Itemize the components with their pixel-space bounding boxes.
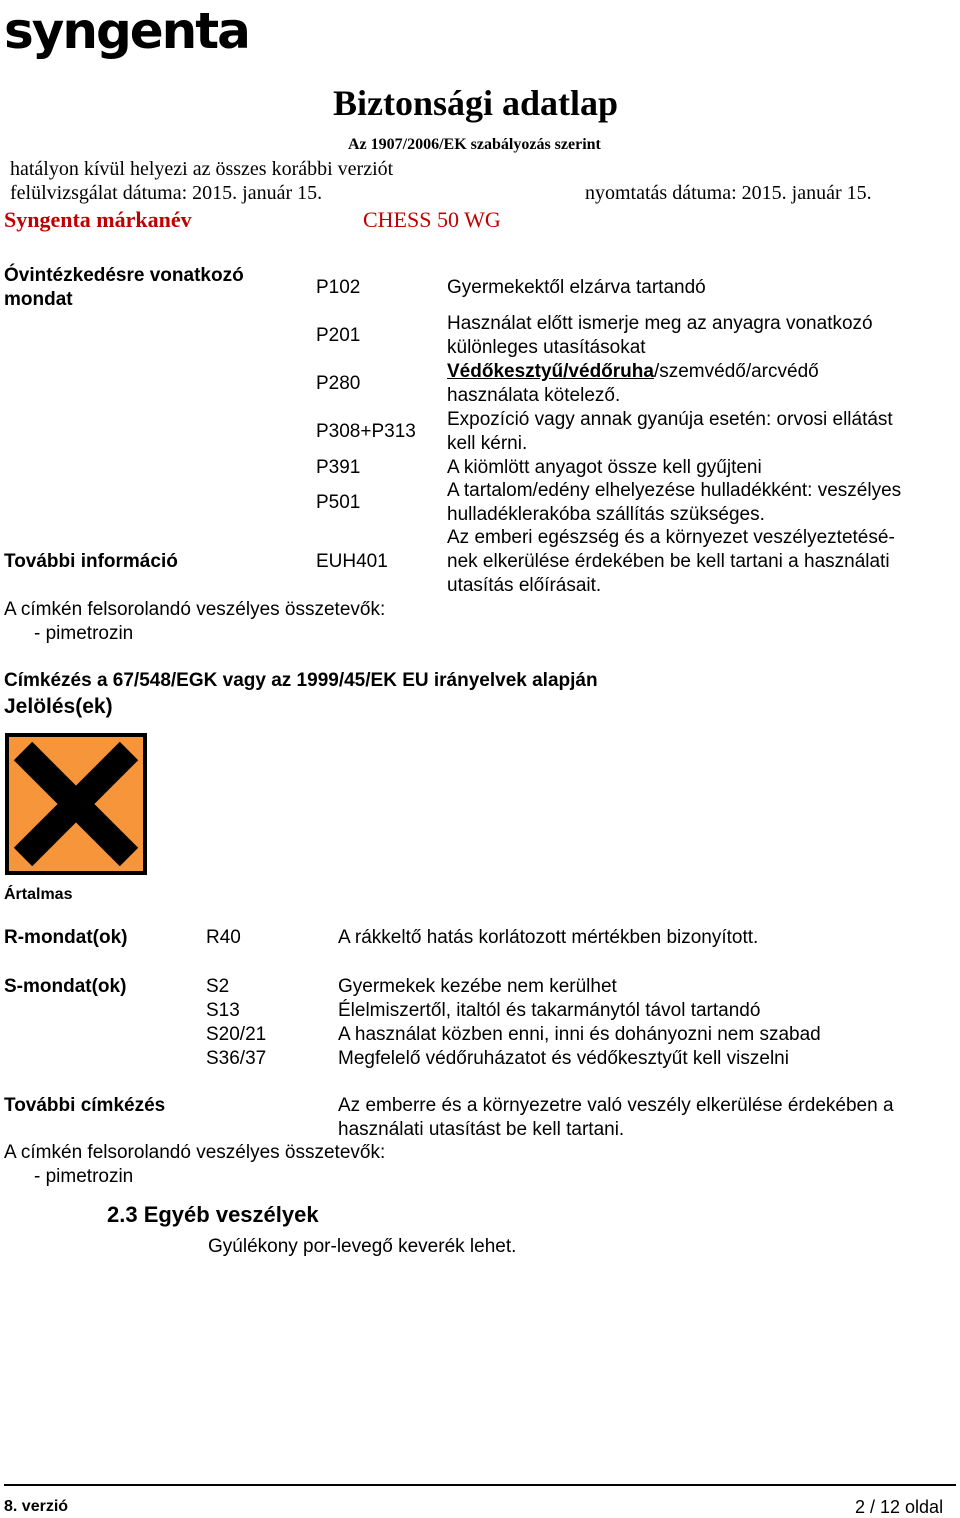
p-text: A kiömlött anyagot össze kell gyűjteni bbox=[447, 457, 762, 478]
print-date: nyomtatás dátuma: 2015. január 15. bbox=[585, 182, 872, 204]
euh-text: nek elkerülése érdekében be kell tartani a használati bbox=[447, 551, 890, 572]
document-title: Biztonsági adatlap bbox=[333, 83, 619, 123]
s-text: Megfelelő védőruházatot és védőkesztyűt kell viszelni bbox=[338, 1048, 789, 1069]
x-cross-icon bbox=[9, 737, 143, 871]
p-text: kell kérni. bbox=[447, 433, 528, 454]
brand-label: Syngenta márkanév bbox=[4, 207, 192, 232]
document-subtitle: Az 1907/2006/EK szabályozás szerint bbox=[348, 136, 601, 153]
version-label: 8. verzió bbox=[4, 1498, 69, 1515]
euh-text: utasítás előírásait. bbox=[447, 575, 602, 596]
labelling-heading: Címkézés a 67/548/EGK vagy az 1999/45/EK EU irányelvek alapján bbox=[4, 670, 598, 691]
s-phrases-label: S-mondat(ok) bbox=[4, 976, 127, 997]
component-item: - pimetrozin bbox=[34, 1166, 134, 1187]
p-text-bold: Védőkesztyű/védőruha bbox=[447, 361, 654, 382]
supersedes-note: hatályon kívül helyezi az összes korábbi verziót bbox=[10, 158, 394, 180]
harmful-pictogram-icon bbox=[5, 733, 147, 875]
revision-date: felülvizsgálat dátuma: 2015. január 15. bbox=[10, 182, 323, 204]
components-label: A címkén felsorolandó veszélyes összetevők: bbox=[4, 1142, 386, 1163]
precaution-heading: Óvintézkedésre vonatkozó bbox=[4, 265, 244, 286]
p-code: P308+P313 bbox=[316, 421, 416, 442]
p-text: Használat előtt ismerje meg az anyagra vonatkozó bbox=[447, 313, 873, 334]
other-hazards-heading: 2.3 Egyéb veszélyek bbox=[107, 1202, 319, 1227]
further-labelling-text: használati utasítást be kell tartani. bbox=[338, 1119, 625, 1140]
p-text: Expozíció vagy annak gyanúja esetén: orvosi ellátást bbox=[447, 409, 893, 430]
r-text: A rákkeltő hatás korlátozott mértékben bizonyított. bbox=[338, 927, 759, 948]
footer-divider bbox=[4, 1484, 956, 1486]
p-text-rest: /szemvédő/arcvédő bbox=[653, 361, 819, 382]
p-text: különleges utasításokat bbox=[447, 337, 646, 358]
p-code: P201 bbox=[316, 325, 361, 346]
syngenta-logo: syngenta bbox=[4, 2, 249, 60]
further-info-label: További információ bbox=[4, 551, 178, 572]
component-item: - pimetrozin bbox=[34, 623, 134, 644]
product-name: CHESS 50 WG bbox=[363, 207, 501, 232]
s-text: Gyermekek kezébe nem kerülhet bbox=[338, 976, 617, 997]
p-text: A tartalom/edény elhelyezése hulladékként: veszélyes bbox=[447, 480, 902, 501]
marks-heading: Jelölés(ek) bbox=[4, 695, 113, 718]
euh-code: EUH401 bbox=[316, 551, 388, 572]
s-text: A használat közben enni, inni és dohányozni nem szabad bbox=[338, 1024, 821, 1045]
p-text: hulladéklerakóba szállítás szükséges. bbox=[447, 504, 765, 525]
s-code: S2 bbox=[206, 976, 230, 997]
p-code: P280 bbox=[316, 373, 361, 394]
p-text: használata kötelező. bbox=[447, 385, 621, 406]
s-code: S20/21 bbox=[206, 1024, 267, 1045]
s-code: S36/37 bbox=[206, 1048, 267, 1069]
s-text: Élelmiszertől, italtól és takarmánytól távol tartandó bbox=[338, 1000, 761, 1021]
further-labelling-label: További címkézés bbox=[4, 1095, 166, 1116]
further-labelling-text: Az emberre és a környezetre való veszély elkerülése érdekében a bbox=[338, 1095, 894, 1116]
r-code: R40 bbox=[206, 927, 241, 948]
pictogram-label: Ártalmas bbox=[4, 886, 73, 903]
precaution-heading-2: mondat bbox=[4, 289, 73, 310]
other-hazards-text: Gyúlékony por-levegő keverék lehet. bbox=[208, 1236, 517, 1257]
r-phrases-label: R-mondat(ok) bbox=[4, 927, 128, 948]
pictogram-background bbox=[9, 737, 143, 871]
page-number: 2 / 12 oldal bbox=[855, 1497, 944, 1517]
p-code: P391 bbox=[316, 457, 361, 478]
euh-text: Az emberi egészség és a környezet veszélyeztetésé- bbox=[447, 527, 895, 548]
p-text: Gyermekektől elzárva tartandó bbox=[447, 277, 706, 298]
p-code: P501 bbox=[316, 492, 361, 513]
p-text bbox=[447, 361, 819, 383]
p-code: P102 bbox=[316, 277, 361, 298]
s-code: S13 bbox=[206, 1000, 240, 1021]
components-label: A címkén felsorolandó veszélyes összetevők: bbox=[4, 599, 386, 620]
